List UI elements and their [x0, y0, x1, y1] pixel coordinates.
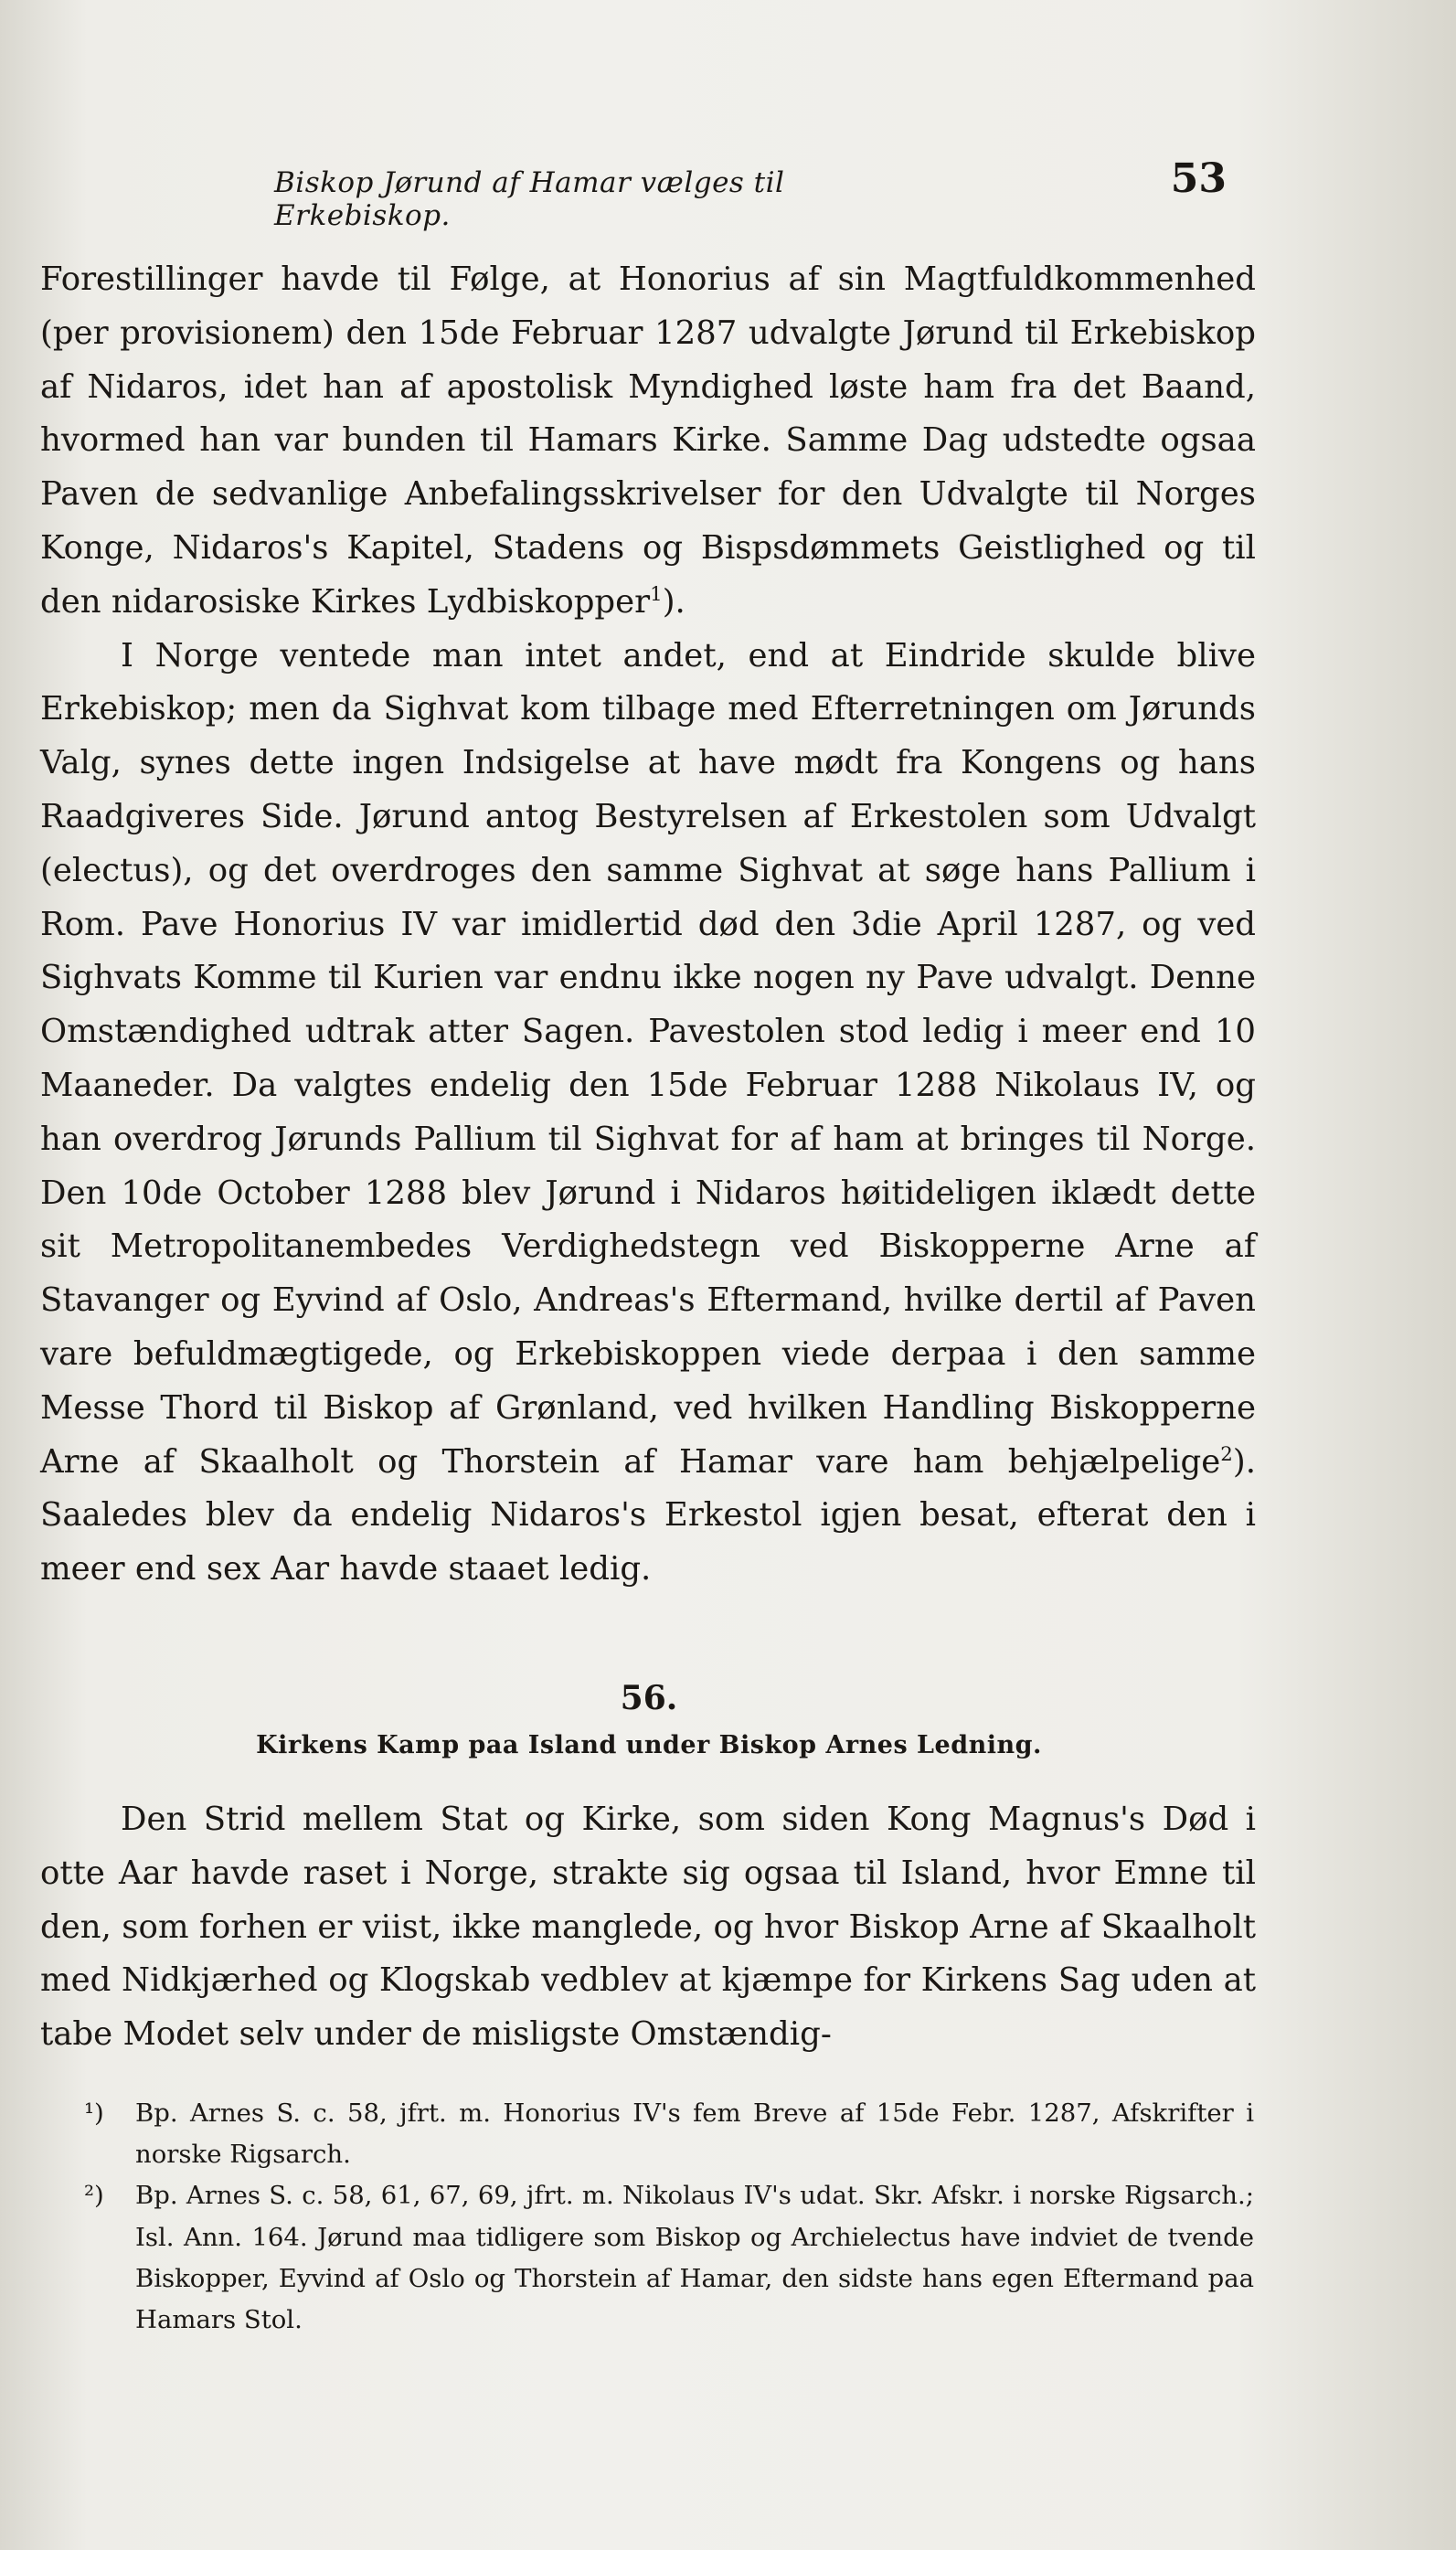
footnote-2-text: Bp. Arnes S. c. 58, 61, 67, 69, jfrt. m. Nikolaus IV's udat. Skr. Afskr. i norske Rigsarch.; Isl. Ann. 164. Jørund maa tidligere som Biskop og Archielectus have indviet de tvende Biskopper, Eyvind af Oslo og Thorstein af Hamar, den sidste hans egen Eftermand paa Hamars Stol.: [135, 2181, 1254, 2335]
paragraph-1-end: ).: [662, 582, 685, 621]
page-number: 53: [1170, 155, 1227, 202]
paragraph-2-text: I Norge ventede man intet andet, end at Eindride skulde blive Erkebiskop; men da Sighvat kom tilbage med Efterretningen om Jørunds Valg, synes dette ingen Indsigelse at have mødt fra Kongens og hans Raadgiveres Side. Jørund antog Bestyrelsen af Erkestolen som Udvalgt (electus), og det overdroges den samme Sighvat at søge hans Pallium i Rom. Pave Honorius IV var imidlertid død den 3die April 1287, og ved Sighvats Komme til Kurien var endnu ikke nogen ny Pave udvalgt. Denne Omstændighed udtrak atter Sagen. Pavestolen stod ledig i meer end 10 Maaneder. Da valgtes endelig den 15de Februar 1288 Nikolaus IV, og han overdrog Jørunds Pallium til Sighvat for af ham at bringes til Norge. Den 10de October 1288 blev Jørund i Nidaros høitideligen iklædt dette sit Metropolitanembedes Verdighedstegn ved Biskopperne Arne af Stavanger og Eyvind af Oslo, Andreas's Eftermand, hvilke dertil af Paven vare befuldmægtigede, og Erkebiskoppen viede derpaa i den samme Messe Thord til Biskop af Grønland, ved hvilken Handling Biskopperne Arne af Skaalholt og Thorstein af Hamar vare ham behjælpelige: [40, 636, 1256, 1481]
section-paragraph: Den Strid mellem Stat og Kirke, som siden Kong Magnus's Død i otte Aar havde raset i Norge, strakte sig ogsaa til Island, hvor Emne til den, som forhen er viist, ikke manglede, og hvor Biskop Arne af Skaalholt med Nidkjærhed og Klogskab vedblev at kjæmpe for Kirkens Sag uden at tabe Modet selv under de misligste Omstændig-: [40, 1801, 1256, 2054]
paragraph-1-text: Forestillinger havde til Følge, at Honorius af sin Magtfuldkommenhed (per provisionem) den 15de Februar 1287 udvalgte Jørund til Erkebiskop af Nidaros, idet han af apostolisk Myndighed løste ham fra det Baand, hvormed han var bunden til Hamars Kirke. Samme Dag udstedte ogsaa Paven de sedvanlige Anbefalingsskrivelser for den Udvalgte til Norges Konge, Nidaros's Kapitel, Stadens og Bispsdømmets Geistlighed og til den nidarosiske Kirkes Lydbiskopper: [40, 260, 1256, 621]
section-number: 56.: [620, 1679, 678, 1717]
paragraph-2: [40, 630, 1256, 1597]
paragraph-2-end: ). Saaledes blev da endelig Nidaros's Erkestol igjen besat, efterat den i meer end sex Aar havde staaet ledig.: [40, 1442, 1256, 1588]
footnote-2: [84, 2175, 1254, 2341]
footnote-2-marker: ²): [84, 2181, 104, 2211]
footnote-1-text: Bp. Arnes S. c. 58, jfrt. m. Honorius IV's fem Breve af 15de Febr. 1287, Afskrifter i norske Rigsarch.: [135, 2098, 1254, 2170]
running-head: Biskop Jørund af Hamar vælges til Erkebiskop.: [274, 166, 785, 232]
footnote-1: [84, 2093, 1254, 2175]
footnote-ref-2: 2: [1220, 1442, 1233, 1466]
section-text-block: [40, 1793, 1256, 2062]
footnote-1-marker: ¹): [84, 2098, 104, 2128]
paragraph-1: [40, 253, 1256, 630]
footnotes: [84, 2093, 1254, 2341]
page-header: [0, 155, 1456, 232]
section-title: Kirkens Kamp paa Island under Biskop Arnes Ledning.: [256, 1731, 1042, 1759]
footnote-ref-1: 1: [650, 582, 663, 606]
main-text: [40, 253, 1256, 1597]
